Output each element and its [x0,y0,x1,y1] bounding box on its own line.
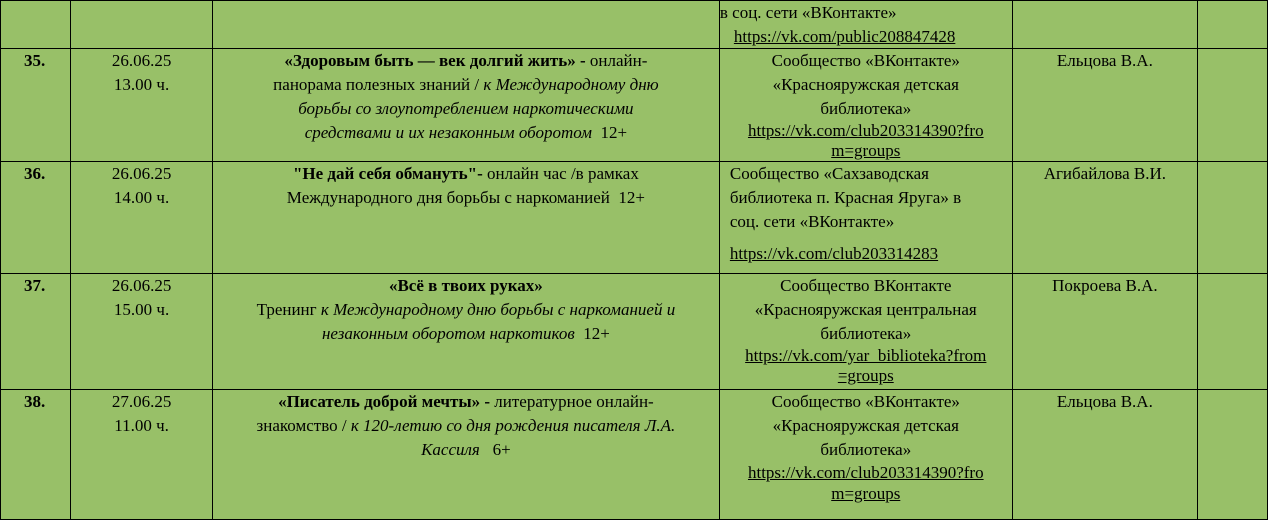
place-text: библиотека» [820,324,912,343]
event-format: онлайн- [585,51,648,70]
community-link[interactable]: m=groups [831,484,901,503]
table-row [1,49,1268,162]
row-number: 37. [1,274,71,390]
event-date: 26.06.25 [111,51,172,70]
title-cell [212,390,719,520]
place-cell [719,49,1012,162]
empty-cell [1198,162,1268,274]
event-title: «Здоровым быть — век долгий жить» - [284,51,586,70]
event-time: 14.00 ч. [113,188,170,207]
event-occasion-cont: средствами и их незаконным оборотом [304,123,592,142]
empty-cell [1198,1,1268,49]
num-cell [1,1,71,49]
event-occasion: к 120-летию со дня рождения писателя Л.А. [350,416,676,435]
event-time: 13.00 ч. [113,75,170,94]
event-date: 27.06.25 [111,392,172,411]
place-cell [719,274,1012,390]
title-cell [212,274,719,390]
place-cell [719,1,1012,49]
empty-cell [1198,49,1268,162]
date-cell [71,1,213,49]
empty-cell [1198,390,1268,520]
responsible-person: Ельцова В.А. [1012,49,1197,162]
person-cell [1012,1,1197,49]
event-occasion-cont: борьбы со злоупотреблением наркотическими [298,99,634,118]
event-occasion-cont: Кассиля [421,440,480,459]
place-text: Сообщество «ВКонтакте» [771,51,960,70]
event-description: знакомство / [256,416,351,435]
place-text: библиотека» [820,440,912,459]
place-text: Сообщество «Сахзаводская [729,164,929,183]
event-title: "Не дай себя обмануть"- [292,164,483,183]
place-cell [719,390,1012,520]
row-number: 36. [1,162,71,274]
place-text: библиотека» [820,99,912,118]
responsible-person: Ельцова В.А. [1012,390,1197,520]
community-link[interactable]: https://vk.com/yar_biblioteka?from [745,346,987,365]
event-date: 26.06.25 [111,164,172,183]
title-cell [212,162,719,274]
event-date: 26.06.25 [111,276,172,295]
event-occasion-cont: незаконным оборотом наркотиков [322,324,575,343]
event-description: панорама полезных знаний / [273,75,484,94]
event-description: Международного дня борьбы с наркоманией [286,188,610,207]
event-format: литературное онлайн- [490,392,654,411]
table-row [1,390,1268,520]
date-cell [71,390,213,520]
event-title: «Писатель доброй мечты» - [278,392,491,411]
event-occasion: к Международному дню борьбы с наркоманией и [320,300,676,319]
place-text: Сообщество «ВКонтакте» [771,392,960,411]
community-link[interactable]: https://vk.com/public208847428 [733,27,956,46]
place-text: «Краснояружская центральная [754,300,977,319]
table-row [1,274,1268,390]
age-rating: 12+ [618,188,645,207]
event-occasion: к Международному дню [483,75,659,94]
title-cell [212,49,719,162]
row-number: 35. [1,49,71,162]
age-rating: 12+ [583,324,610,343]
community-link[interactable]: https://vk.com/club203314283 [729,244,939,263]
place-text: «Краснояружская детская [772,416,959,435]
event-time: 15.00 ч. [113,300,170,319]
table-row [1,162,1268,274]
community-link[interactable]: =groups [837,366,894,385]
responsible-person: Агибайлова В.И. [1012,162,1197,274]
title-cell [212,1,719,49]
date-cell [71,49,213,162]
place-text: библиотека п. Красная Яруга» в [729,188,962,207]
age-rating: 6+ [492,440,511,459]
event-time: 11.00 ч. [114,416,169,435]
event-format: Тренинг [256,300,321,319]
date-cell [71,274,213,390]
responsible-person: Покроева В.А. [1012,274,1197,390]
place-cell [719,162,1012,274]
place-text: в соц. сети «ВКонтакте» [719,3,897,22]
community-link[interactable]: https://vk.com/club203314390?fro [747,121,984,140]
community-link[interactable]: https://vk.com/club203314390?fro [747,463,984,482]
event-format: онлайн час /в рамках [482,164,639,183]
row-number: 38. [1,390,71,520]
table-row [1,1,1268,49]
empty-cell [1198,274,1268,390]
date-cell [71,162,213,274]
place-text: соц. сети «ВКонтакте» [729,212,895,231]
age-rating: 12+ [600,123,628,142]
place-text: Сообщество ВКонтакте [780,276,952,295]
community-link[interactable]: m=groups [831,141,901,160]
place-text: «Краснояружская детская [772,75,959,94]
event-title: «Всё в твоих руках» [388,276,543,295]
